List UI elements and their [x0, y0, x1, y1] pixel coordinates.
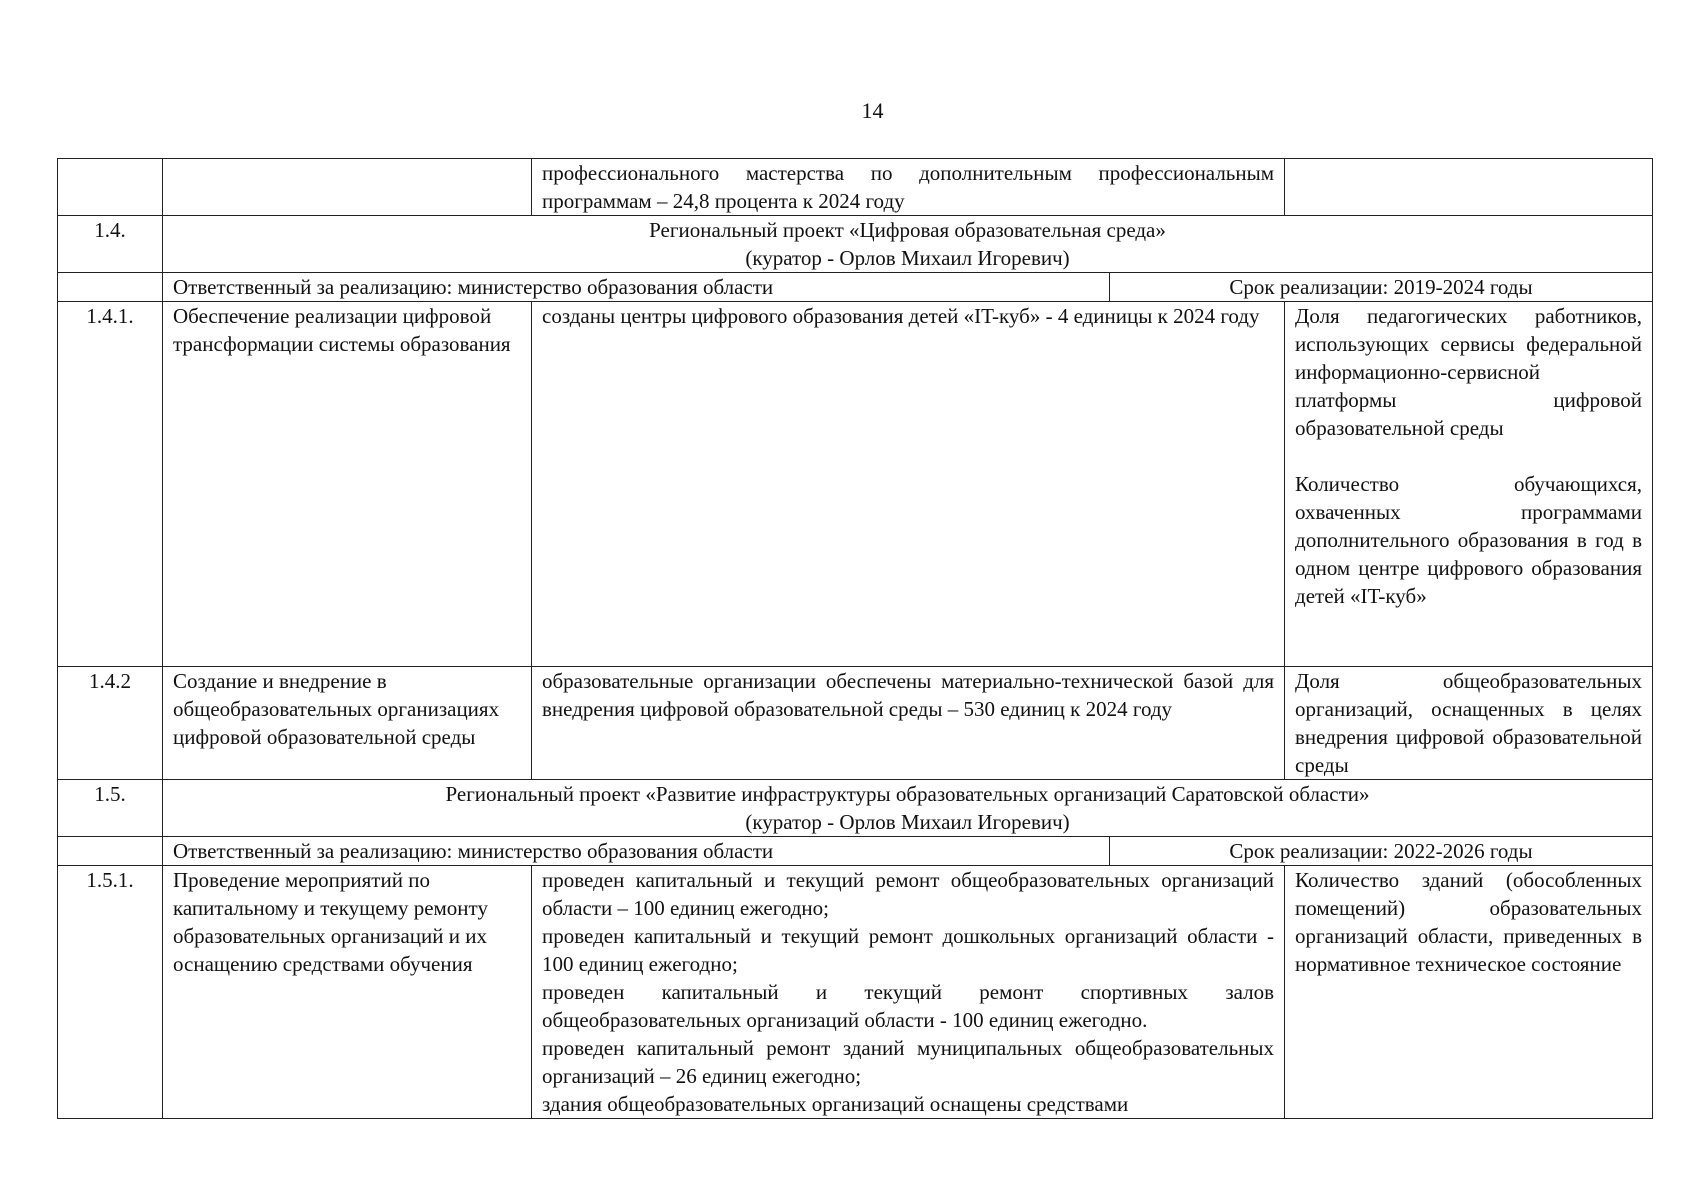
- result-text: созданы центры цифрового образования детей «IT-куб» - 4 единицы к 2024 году: [532, 302, 1285, 667]
- task-text: Создание и внедрение в общеобразовательных организациях цифровой образовательной среды: [163, 667, 532, 780]
- result-text-1: проведен капитальный и текущий ремонт общеобразовательных организаций области – 100 единиц ежегодно;: [542, 868, 1275, 920]
- section-header-1-5: [58, 780, 1653, 837]
- item-number: 1.5.1.: [58, 866, 163, 1119]
- result-text-4: проведен капитальный ремонт зданий муниципальных общеобразовательных организаций – 26 единиц ежегодно;: [542, 1036, 1275, 1088]
- responsible-row-1-5: [58, 837, 1653, 866]
- result-text: образовательные организации обеспечены материально-технической базой для внедрения цифровой образовательной среды – 530 единиц к 2024 году: [532, 667, 1285, 780]
- section-number: 1.5.: [58, 780, 163, 837]
- responsible-text: Ответственный за реализацию: министерство образования области: [163, 837, 1110, 866]
- empty-cell: [58, 837, 163, 866]
- result-text-5: здания общеобразовательных организаций оснащены средствами: [542, 1092, 1129, 1116]
- task-text: Проведение мероприятий по капитальному и текущему ремонту образовательных организаций и их оснащению средствами обучения: [163, 866, 532, 1119]
- item-number: 1.4.2: [58, 667, 163, 780]
- term-text: Срок реализации: 2022-2026 годы: [1110, 837, 1653, 866]
- responsible-row-1-4: [58, 273, 1653, 302]
- section-header-1-4: [58, 216, 1653, 273]
- section-curator: (куратор - Орлов Михаил Игоревич): [745, 246, 1070, 270]
- empty-cell: [58, 273, 163, 302]
- program-table: [57, 158, 1653, 1119]
- section-curator: (куратор - Орлов Михаил Игоревич): [745, 810, 1070, 834]
- table-row-continuation: [58, 159, 1653, 216]
- result-text-2: проведен капитальный и текущий ремонт дошкольных организаций области - 100 единиц ежегодно;: [542, 924, 1275, 976]
- table-row-1-5-1: [58, 866, 1653, 1119]
- section-number: 1.4.: [58, 216, 163, 273]
- task-cell: [163, 159, 532, 216]
- term-text: Срок реализации: 2019-2024 годы: [1110, 273, 1653, 302]
- section-title: Региональный проект «Цифровая образовательная среда»: [649, 218, 1166, 242]
- page-number: 14: [861, 98, 884, 123]
- section-title-cell: [163, 780, 1653, 837]
- indicator-text-1: Доля педагогических работников, использующих сервисы федеральной информационно-сервисной платформы цифровой образовательной среды: [1295, 304, 1643, 440]
- result-cell: [532, 866, 1285, 1119]
- indicator-cell: [1285, 159, 1653, 216]
- number-cell: [58, 159, 163, 216]
- task-text: Обеспечение реализации цифровой трансформации системы образования: [163, 302, 532, 667]
- table-row-1-4-2: [58, 667, 1653, 780]
- section-title-cell: [163, 216, 1653, 273]
- responsible-text: Ответственный за реализацию: министерство образования области: [163, 273, 1110, 302]
- result-cell: профессионального мастерства по дополнительным профессиональным программам – 24,8 процента к 2024 году: [532, 159, 1285, 216]
- section-title: Региональный проект «Развитие инфраструктуры образовательных организаций Саратовской области»: [445, 782, 1370, 806]
- indicator-cell: [1285, 302, 1653, 667]
- indicator-text: Количество зданий (обособленных помещений) образовательных организаций области, приведенных в нормативное техническое состояние: [1285, 866, 1653, 1119]
- table-row-1-4-1: [58, 302, 1653, 667]
- result-text-3: проведен капитальный и текущий ремонт спортивных залов общеобразовательных организаций области - 100 единиц ежегодно.: [542, 980, 1275, 1032]
- item-number: 1.4.1.: [58, 302, 163, 667]
- indicator-text: Доля общеобразовательных организаций, оснащенных в целях внедрения цифровой образовательной среды: [1285, 667, 1653, 780]
- paragraph-gap: [1295, 442, 1642, 470]
- indicator-text-2: Количество обучающихся, охваченных программами дополнительного образования в год в одном центре цифрового образования детей «IT-куб»: [1295, 472, 1643, 608]
